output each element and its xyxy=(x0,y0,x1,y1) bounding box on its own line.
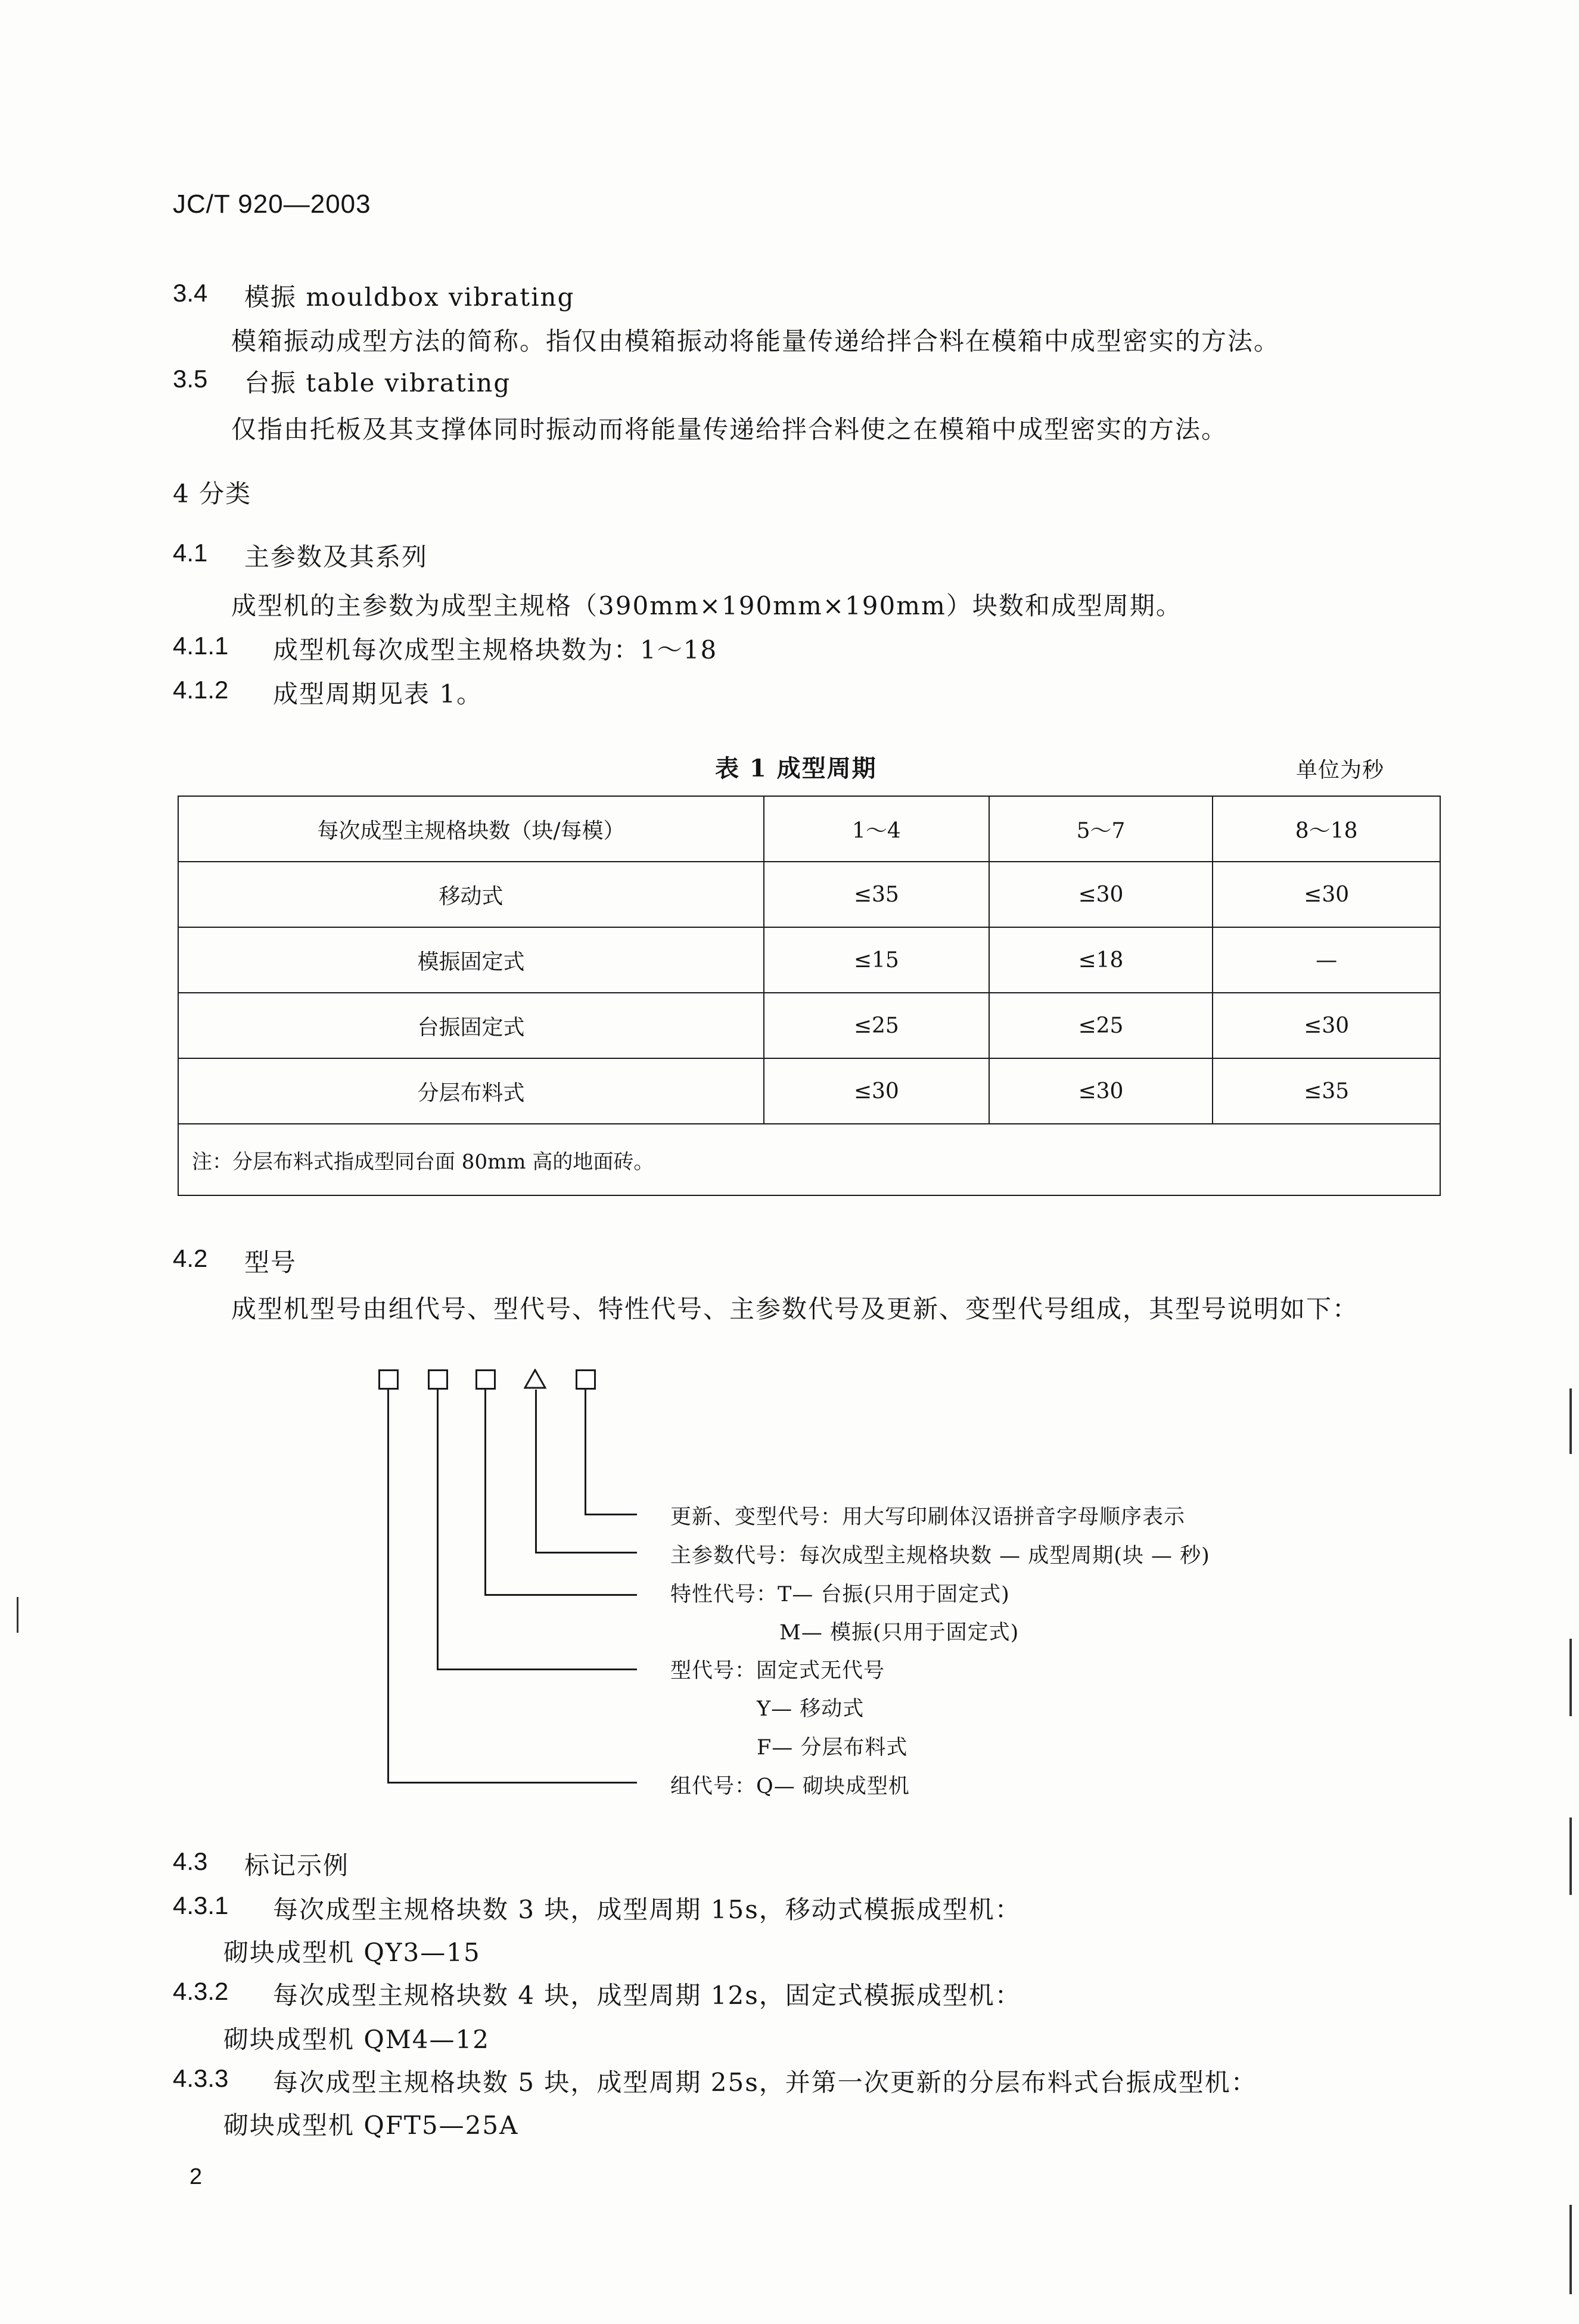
scan-edge-mark xyxy=(17,1597,18,1633)
table-note: 注：分层布料式指成型同台面 80mm 高的地面砖。 xyxy=(178,1124,1440,1195)
diagram-label: M— 模振(只用于固定式) xyxy=(779,1621,1019,1645)
connector-line xyxy=(387,1390,389,1783)
connector-line xyxy=(387,1782,637,1784)
table-cell: ≤25 xyxy=(764,993,989,1058)
table-unit: 单位为秒 xyxy=(1296,758,1385,782)
table-cell: 台振固定式 xyxy=(178,993,764,1058)
paragraph: 模箱振动成型方法的简称。指仅由模箱振动将能量传递给拌合料在模箱中成型密实的方法。 xyxy=(231,327,1280,356)
cycle-time-table xyxy=(178,796,1441,1196)
scan-edge-mark xyxy=(1569,1639,1572,1716)
table-cell: ≤35 xyxy=(1213,1058,1440,1124)
table-cell: — xyxy=(1213,927,1440,993)
table-cell: ≤25 xyxy=(989,993,1213,1058)
table-cell: 移动式 xyxy=(178,862,764,927)
diagram-label: 更新、变型代号：用大写印刷体汉语拼音字母顺序表示 xyxy=(670,1505,1186,1529)
scan-edge-mark xyxy=(1569,1817,1572,1895)
marking-example: 砌块成型机 QM4—12 xyxy=(223,2025,490,2054)
table-cell: ≤30 xyxy=(989,1058,1213,1124)
table-cell: 模振固定式 xyxy=(178,927,764,993)
placeholder-square-symbol xyxy=(576,1369,596,1390)
section-title: 模振 mouldbox vibrating xyxy=(244,282,575,312)
paragraph: 成型机型号由组代号、型代号、特性代号、主参数代号及更新、变型代号组成，其型号说明如下： xyxy=(231,1294,1359,1323)
table-row xyxy=(178,862,1440,927)
section-title: 主参数及其系列 xyxy=(244,542,428,571)
diagram-label: 型代号：固定式无代号 xyxy=(670,1659,885,1683)
table-header-cell: 1～4 xyxy=(764,796,989,862)
diagram-label: Y— 移动式 xyxy=(757,1697,865,1721)
connector-line xyxy=(585,1514,637,1515)
scan-edge-mark xyxy=(1569,1388,1572,1454)
connector-line xyxy=(437,1390,439,1670)
placeholder-triangle-symbol xyxy=(524,1369,546,1389)
connector-line xyxy=(437,1669,637,1670)
table-cell: 分层布料式 xyxy=(178,1058,764,1124)
paragraph: 每次成型主规格块数 5 块，成型周期 25s，并第一次更新的分层布料式台振成型机： xyxy=(273,2068,1257,2097)
diagram-label: 特性代号：T— 台振(只用于固定式) xyxy=(670,1583,1010,1607)
document-code: JC/T 920—2003 xyxy=(173,189,371,219)
section-title: 型号 xyxy=(244,1248,297,1277)
table-row xyxy=(178,927,1440,993)
paragraph: 每次成型主规格块数 4 块，成型周期 12s，固定式模振成型机： xyxy=(273,1981,1021,2010)
table-cell: ≤35 xyxy=(764,862,989,927)
section-number: 4.1.2 xyxy=(173,676,229,704)
section-number: 3.4 xyxy=(173,279,208,307)
page-number: 2 xyxy=(189,2164,203,2189)
section-number: 3.5 xyxy=(173,365,208,393)
section-title: 台振 table vibrating xyxy=(244,368,511,397)
scan-edge-mark xyxy=(1569,2205,1572,2294)
table-row xyxy=(178,1058,1440,1124)
marking-example: 砌块成型机 QFT5—25A xyxy=(223,2111,519,2140)
diagram-label: 主参数代号：每次成型主规格块数 — 成型周期(块 — 秒) xyxy=(670,1544,1210,1568)
table-header-cell: 8～18 xyxy=(1213,796,1440,862)
table-header-cell: 5～7 xyxy=(989,796,1213,862)
table-row xyxy=(178,993,1440,1058)
paragraph: 成型机每次成型主规格块数为：1～18 xyxy=(273,635,718,664)
section-heading: 4 分类 xyxy=(173,479,252,508)
section-number: 4.3.2 xyxy=(173,1977,229,2005)
section-number: 4.1.1 xyxy=(173,632,229,660)
table-cell: ≤15 xyxy=(764,927,989,993)
placeholder-square-symbol xyxy=(378,1369,399,1390)
marking-example: 砌块成型机 QY3—15 xyxy=(223,1938,481,1967)
connector-line xyxy=(484,1390,486,1595)
table-cell: ≤30 xyxy=(764,1058,989,1124)
section-number: 4.3.1 xyxy=(173,1891,229,1919)
section-number: 4.3 xyxy=(173,1847,208,1875)
table-header-cell: 每次成型主规格块数（块/每模） xyxy=(178,796,764,862)
table-cell: ≤30 xyxy=(1213,993,1440,1058)
table-cell: ≤18 xyxy=(989,927,1213,993)
section-number: 4.3.3 xyxy=(173,2064,229,2092)
table-cell: ≤30 xyxy=(1213,862,1440,927)
paragraph: 成型机的主参数为成型主规格（390mm×190mm×190mm）块数和成型周期。 xyxy=(231,591,1182,620)
section-number: 4.2 xyxy=(173,1244,208,1272)
diagram-label: F— 分层布料式 xyxy=(757,1736,908,1760)
connector-line xyxy=(484,1594,637,1596)
table-caption: 表 1 成型周期 xyxy=(715,754,877,782)
table-cell: ≤30 xyxy=(989,862,1213,927)
paragraph: 每次成型主规格块数 3 块，成型周期 15s，移动式模振成型机： xyxy=(273,1895,1021,1924)
section-title: 标记示例 xyxy=(244,1851,350,1880)
paragraph: 仅指由托板及其支撑体同时振动而将能量传递给拌合料使之在模箱中成型密实的方法。 xyxy=(231,415,1228,444)
connector-line xyxy=(585,1390,586,1515)
table-header-row xyxy=(178,796,1440,862)
table-note-row xyxy=(178,1124,1440,1195)
connector-line xyxy=(535,1390,537,1553)
diagram-label: 组代号：Q— 砌块成型机 xyxy=(670,1775,910,1798)
paragraph: 成型周期见表 1。 xyxy=(273,679,483,709)
connector-line xyxy=(535,1552,637,1554)
section-number: 4.1 xyxy=(173,539,208,567)
placeholder-square-symbol xyxy=(475,1369,496,1390)
placeholder-square-symbol xyxy=(428,1369,448,1390)
